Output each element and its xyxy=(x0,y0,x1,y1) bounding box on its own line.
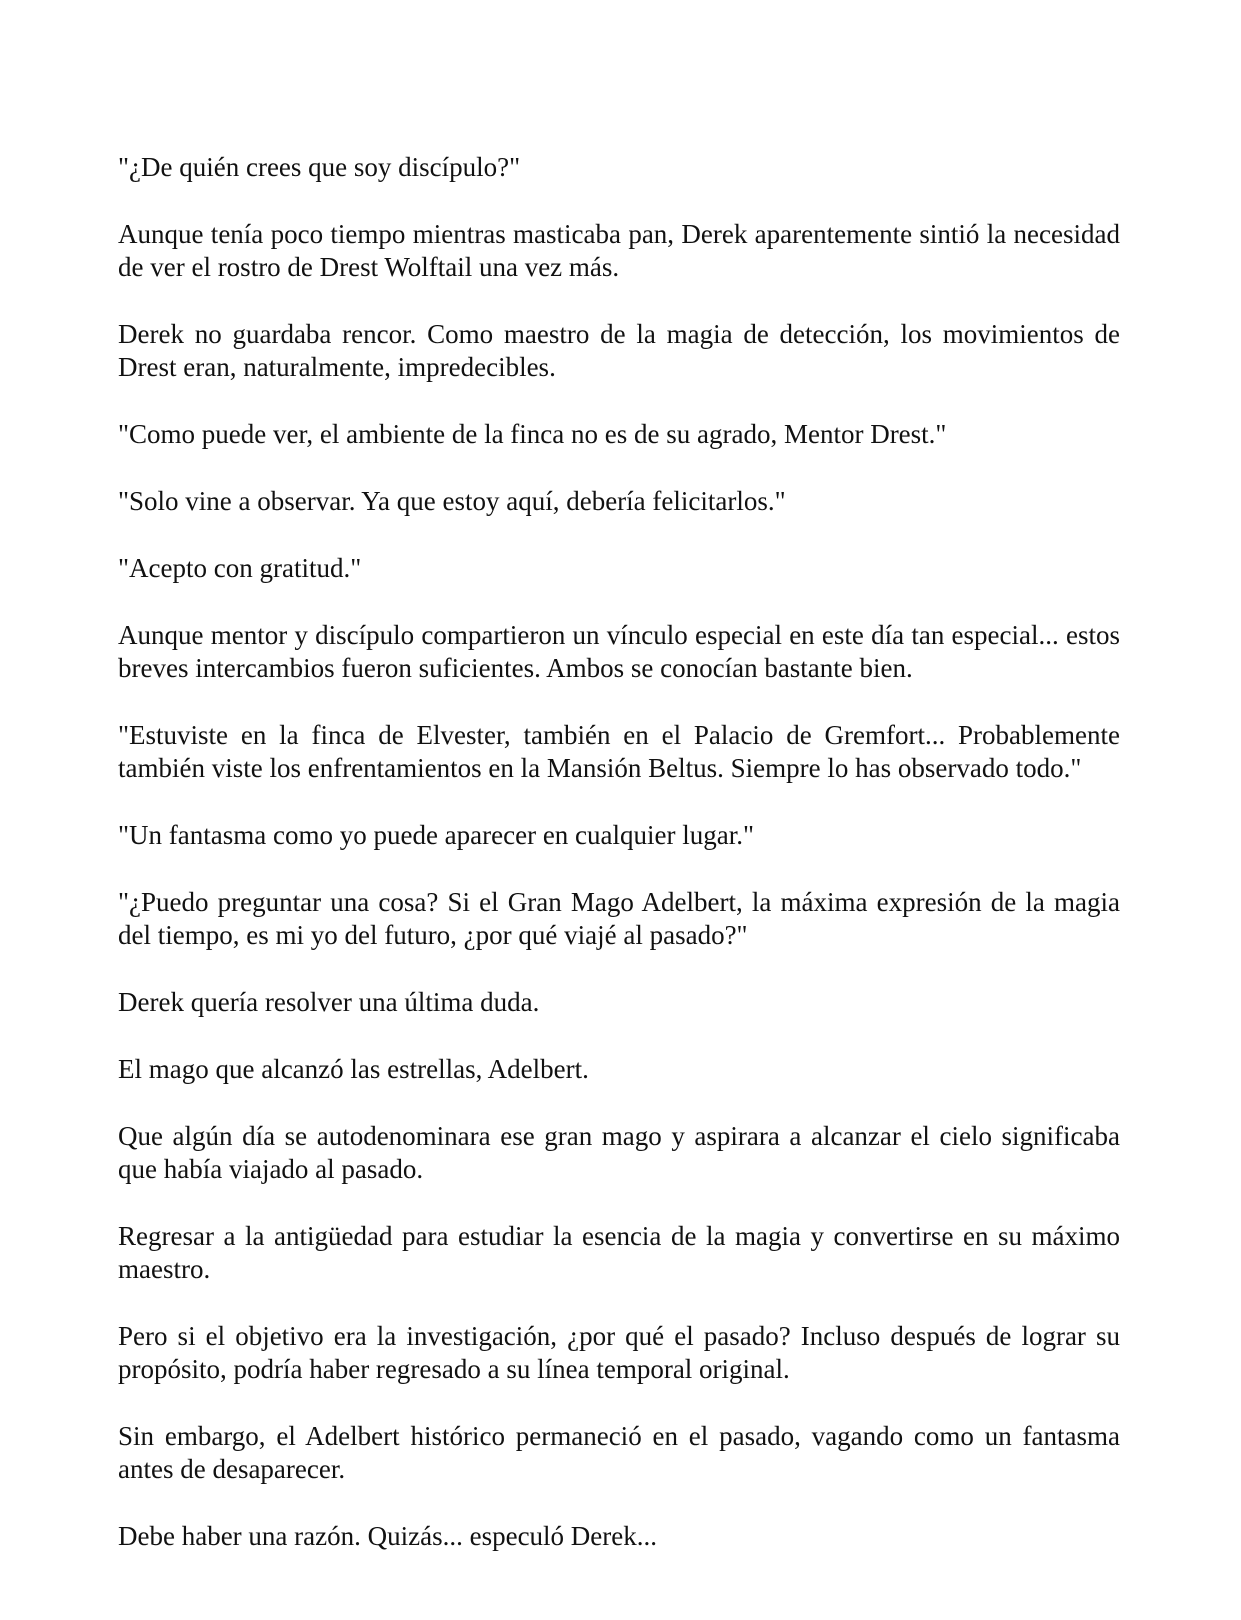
paragraph: "¿Puedo preguntar una cosa? Si el Gran Mago Adelbert, la máxima expresión de la magia del tiempo, es mi yo del futuro, ¿por qué viajé al pasado?" xyxy=(118,887,1120,950)
paragraph: "Solo vine a observar. Ya que estoy aquí, debería felicitarlos." xyxy=(118,486,786,516)
paragraph: Derek quería resolver una última duda. xyxy=(118,987,540,1017)
paragraph: Debe haber una razón. Quizás... especuló Derek... xyxy=(118,1521,658,1551)
paragraph: "¿De quién crees que soy discípulo?" xyxy=(118,152,521,182)
paragraph: El mago que alcanzó las estrellas, Adelbert. xyxy=(118,1054,589,1084)
paragraph: Sin embargo, el Adelbert histórico permaneció en el pasado, vagando como un fantasma antes de desaparecer. xyxy=(118,1421,1120,1484)
paragraph: "Acepto con gratitud." xyxy=(118,553,362,583)
paragraph: Regresar a la antigüedad para estudiar la esencia de la magia y convertirse en su máximo maestro. xyxy=(118,1221,1120,1284)
document-body xyxy=(118,151,1120,1587)
paragraph: "Estuviste en la finca de Elvester, también en el Palacio de Gremfort... Probablemente también viste los enfrentamientos en la Mansión Beltus. Siempre lo has observado todo." xyxy=(118,720,1120,783)
paragraph: Aunque tenía poco tiempo mientras masticaba pan, Derek aparentemente sintió la necesidad de ver el rostro de Drest Wolftail una vez más. xyxy=(118,219,1120,282)
paragraph: Aunque mentor y discípulo compartieron un vínculo especial en este día tan especial... estos breves intercambios fueron suficientes. Ambos se conocían bastante bien. xyxy=(118,620,1120,683)
paragraph: "Un fantasma como yo puede aparecer en cualquier lugar." xyxy=(118,820,755,850)
paragraph: Derek no guardaba rencor. Como maestro de la magia de detección, los movimientos de Drest eran, naturalmente, impredecibles. xyxy=(118,319,1120,382)
paragraph: Que algún día se autodenominara ese gran mago y aspirara a alcanzar el cielo significaba que había viajado al pasado. xyxy=(118,1121,1120,1184)
paragraph: Pero si el objetivo era la investigación, ¿por qué el pasado? Incluso después de lograr su propósito, podría haber regresado a su línea temporal original. xyxy=(118,1321,1120,1384)
paragraph: "Como puede ver, el ambiente de la finca no es de su agrado, Mentor Drest." xyxy=(118,419,947,449)
